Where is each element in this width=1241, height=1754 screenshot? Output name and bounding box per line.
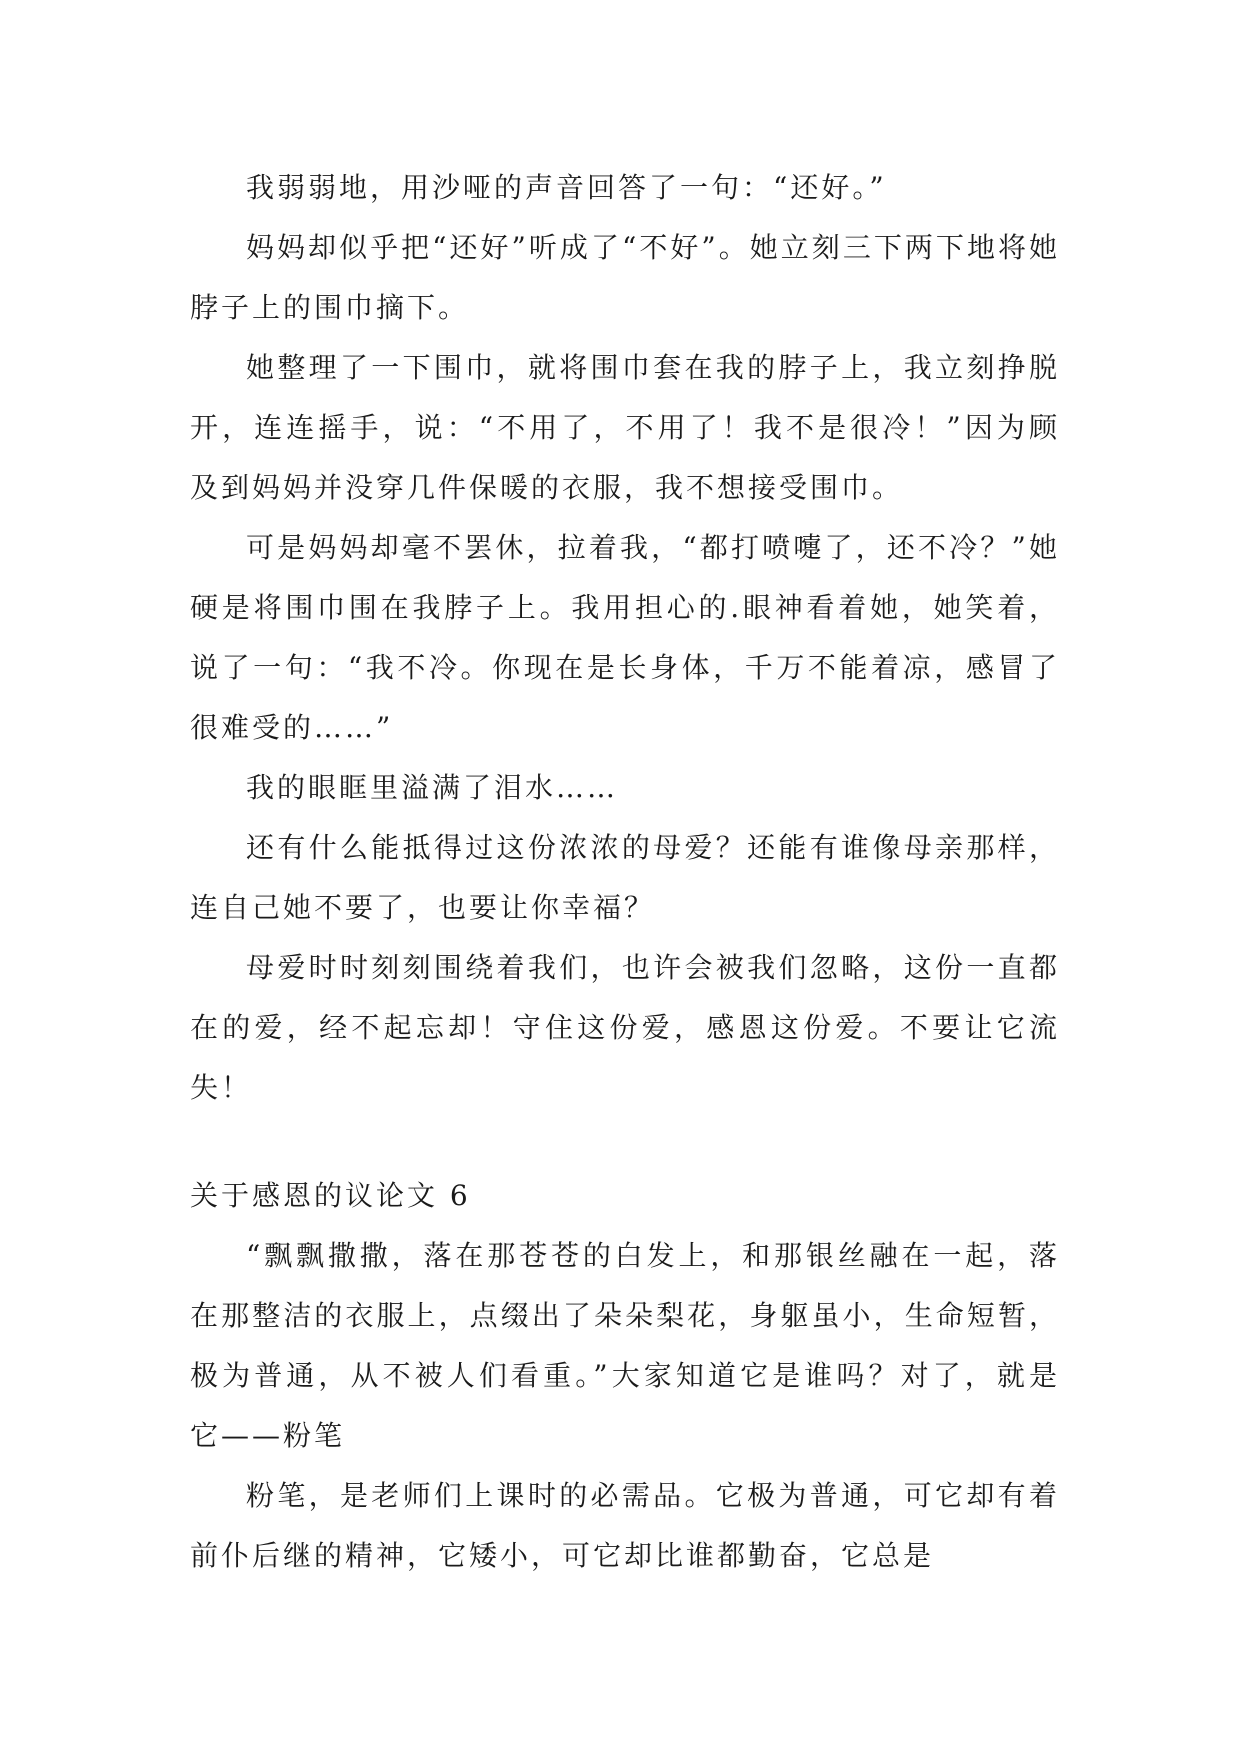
paragraph: “飘飘撒撒，落在那苍苍的白发上，和那银丝融在一起，落在那整洁的衣服上，点缀出了朵朵梨花，身躯虽小，生命短暂，极为普通，从不被人们看重。”大家知道它是谁吗？对了，就是它——粉笔	[190, 1239, 1060, 1452]
paragraph: 我的眼眶里溢满了泪水……	[246, 771, 619, 804]
paragraph: 粉笔，是老师们上课时的必需品。它极为普通，可它却有着前仆后继的精神，它矮小，可它却比谁都勤奋，它总是	[190, 1479, 1060, 1572]
paragraph: 还有什么能抵得过这份浓浓的母爱？还能有谁像母亲那样，连自己她不要了，也要让你幸福？	[190, 831, 1060, 924]
paragraph: 妈妈却似乎把“还好”听成了“不好”。她立刻三下两下地将她脖子上的围巾摘下。	[190, 231, 1060, 324]
paragraph: 她整理了一下围巾，就将围巾套在我的脖子上，我立刻挣脱开，连连摇手，说：“不用了，不用了！我不是很冷！”因为顾及到妈妈并没穿几件保暖的衣服，我不想接受围巾。	[190, 351, 1060, 504]
section-title: 关于感恩的议论文 6	[190, 1179, 471, 1212]
document-body	[190, 158, 1060, 1586]
section-spacer	[190, 1118, 1060, 1166]
paragraph: 母爱时时刻刻围绕着我们，也许会被我们忽略，这份一直都在的爱，经不起忘却！守住这份爱，感恩这份爱。不要让它流失！	[190, 951, 1060, 1104]
paragraph: 我弱弱地，用沙哑的声音回答了一句：“还好。”	[246, 171, 887, 204]
paragraph: 可是妈妈却毫不罢休，拉着我，“都打喷嚏了，还不冷？”她硬是将围巾围在我脖子上。我用担心的.眼神看着她，她笑着，说了一句：“我不冷。你现在是长身体，千万不能着凉，感冒了很难受的……”	[190, 531, 1060, 744]
